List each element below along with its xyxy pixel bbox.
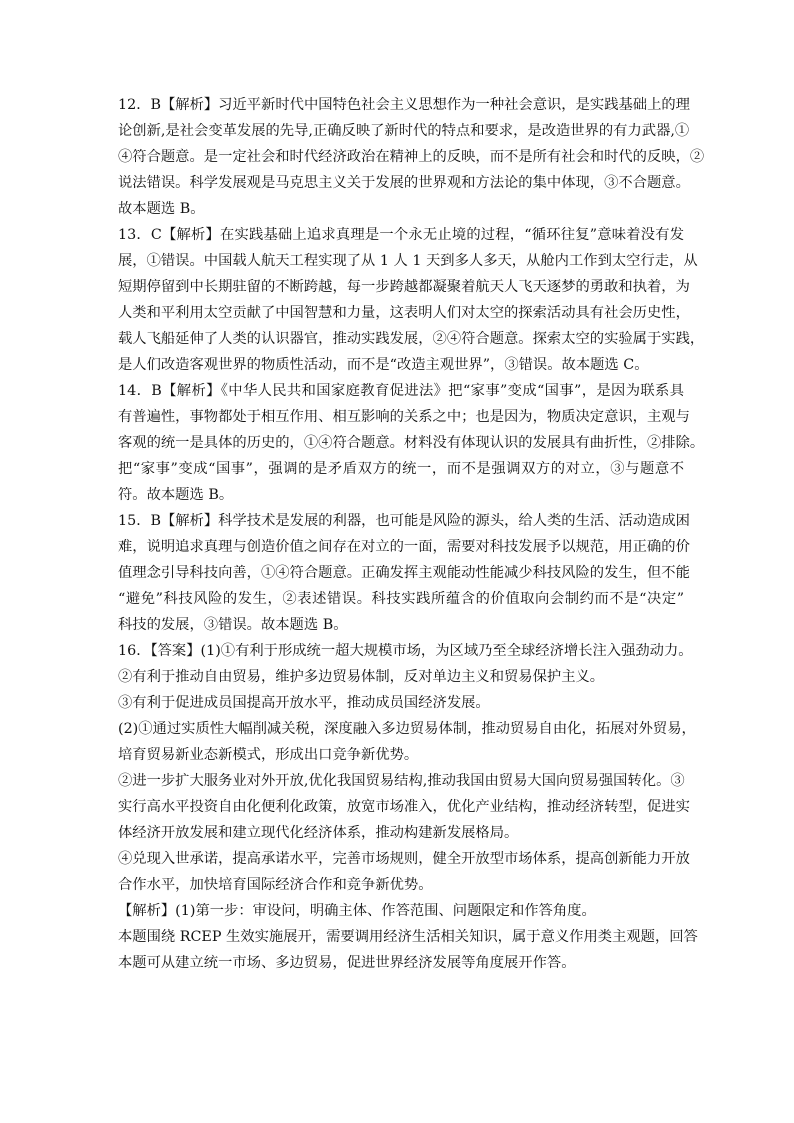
text-line: 客观的统一是具体的历史的，①④符合题意。材料没有体现认识的发展具有曲折性，②排除。 (118, 435, 705, 451)
text-line: 说法错误。科学发展观是马克思主义关于发展的世界观和方法论的集中体现，③不合题意。 (118, 175, 690, 191)
text-line: 12．B【解析】习近平新时代中国特色社会主义思想作为一种社会意识，是实践基础上的理 (118, 97, 690, 113)
text-line: 是人们改造客观世界的物质性活动，而不是“改造主观世界”，③错误。故本题选 C。 (118, 357, 649, 373)
answer-q12 (118, 92, 705, 222)
answer-q14 (118, 378, 705, 508)
text-line: 把“家事”变成“国事”，强调的是矛盾双方的统一，而不是强调双方的对立，③与题意不 (118, 461, 684, 477)
text-line: 有普遍性，事物都处于相互作用、相互影响的关系之中；也是因为，物质决定意识，主观与 (118, 409, 690, 425)
text-line: 14．B【解析】《中华人民共和国家庭教育促进法》把“家事”变成“国事”，是因为联系具 (118, 383, 684, 399)
text-line: 13．C【解析】在实践基础上追求真理是一个永无止境的过程，“循环往复”意味着没有发 (118, 227, 684, 243)
text-line: 16．【答案】(1)①有利于形成统一超大规模市场，为区域乃至全球经济增长注入强劲动力。 (118, 643, 693, 659)
answer-q16 (118, 638, 698, 976)
text-line: 科技的发展，③错误。故本题选 B。 (118, 617, 348, 633)
text-line: 故本题选 B。 (118, 201, 205, 217)
text-line: 实行高水平投资自由化便利化政策，放宽市场准入，优化产业结构，推动经济转型，促进实 (118, 799, 690, 815)
text-line: ④兑现入世承诺，提高承诺水平，完善市场规则，健全开放型市场体系，提高创新能力开放 (118, 851, 690, 867)
text-line: 合作水平，加快培育国际经济合作和竞争新优势。 (118, 877, 433, 893)
text-line: 载人飞船延伸了人类的认识器官，推动实践发展，②④符合题意。探索太空的实验属于实践， (118, 331, 705, 347)
text-line: 值理念引导科技向善，①④符合题意。正确发挥主观能动性能减少科技风险的发生，但不能 (118, 565, 690, 581)
text-line: 15．B【解析】科学技术是发展的利器，也可能是风险的源头，给人类的生活、活动造成困 (118, 513, 690, 529)
text-line: 论创新,是社会变革发展的先导,正确反映了新时代的特点和要求，是改造世界的有力武器,① (118, 123, 690, 139)
text-line: (2)①通过实质性大幅削减关税，深度融入多边贸易体制，推动贸易自由化，拓展对外贸易， (118, 721, 696, 737)
text-line: 体经济开放发展和建立现代化经济体系，推动构建新发展格局。 (118, 825, 519, 841)
text-line: ②有利于推动自由贸易，维护多边贸易体制，反对单边主义和贸易保护主义。 (118, 669, 605, 685)
answer-q15 (118, 508, 690, 638)
text-line: 人类和平利用太空贡献了中国智慧和力量，这表明人们对太空的探索活动具有社会历史性， (118, 305, 690, 321)
document-page (118, 92, 705, 976)
text-line: 培育贸易新业态新模式，形成出口竞争新优势。 (118, 747, 419, 763)
text-line: ②进一步扩大服务业对外开放,优化我国贸易结构,推动我国由贸易大国向贸易强国转化。③ (118, 773, 685, 789)
text-line: 【解析】(1)第一步：审设问，明确主体、作答范围、问题限定和作答角度。 (118, 903, 596, 919)
text-line: 本题围绕 RCEP 生效实施展开，需要调用经济生活相关知识，属于意义作用类主观题，回答 (118, 929, 698, 945)
answer-q13 (118, 222, 705, 378)
text-line: “避免”科技风险的发生，②表述错误。科技实践所蕴含的价值取向会制约而不是“决定” (118, 591, 684, 607)
text-line: 本题可从建立统一市场、多边贸易，促进世界经济发展等角度展开作答。 (118, 955, 576, 971)
text-line: 符。故本题选 B。 (118, 487, 234, 503)
text-line: 展，①错误。中国载人航天工程实现了从 1 人 1 天到多人多天，从舱内工作到太空行走，从 (118, 253, 698, 269)
text-line: ③有利于促进成员国提高开放水平，推动成员国经济发展。 (118, 695, 490, 711)
text-line: 难，说明追求真理与创造价值之间存在对立的一面，需要对科技发展予以规范，用正确的价 (118, 539, 690, 555)
text-line: 短期停留到中长期驻留的不断跨越，每一步跨越都凝聚着航天人飞天逐梦的勇敢和执着，为 (118, 279, 690, 295)
text-line: ④符合题意。是一定社会和时代经济政治在精神上的反映，而不是所有社会和时代的反映，② (118, 149, 705, 165)
